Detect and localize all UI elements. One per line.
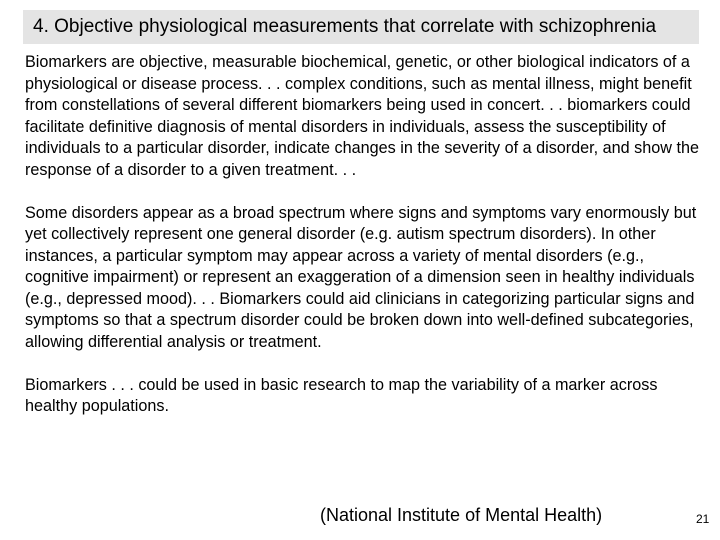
slide-body bbox=[25, 52, 700, 439]
paragraph-definition: Biomarkers are objective, measurable biochemical, genetic, or other biological indicators of a physiological or disease process. . . complex conditions, such as mental illness, might benefit from constellations of several different biomarkers being used in concert. . . biomarkers could facilitate definitive diagnosis of mental disorders in individuals, assess the susceptibility of individuals to a particular disorder, indicate changes in the severity of a disorder, and show the response of a disorder to a given treatment. . . bbox=[25, 53, 699, 179]
page-number: 21 bbox=[696, 512, 710, 526]
citation: (National Institute of Mental Health) bbox=[320, 505, 603, 525]
slide-title-bar bbox=[23, 10, 699, 44]
slide-title: 4. Objective physiological measurements that correlate with schizophrenia bbox=[33, 16, 657, 37]
paragraph-spectrum: Some disorders appear as a broad spectrum where signs and symptoms vary enormously but yet collectively represent one general disorder (e.g. autism spectrum disorders). In other instances, a particular symptom may appear across a variety of mental disorders (e.g., cognitive impairment) or represent an exaggeration of a dimension seen in healthy individuals (e.g., depressed mood). . . Biomarkers could aid clinicians in categorizing particular signs and symptoms so that a spectrum disorder could be broken down into well-defined subcategories, allowing differential analysis or treatment. bbox=[25, 203, 697, 351]
paragraph-research: Biomarkers . . . could be used in basic research to map the variability of a marker across healthy populations. bbox=[25, 375, 658, 415]
